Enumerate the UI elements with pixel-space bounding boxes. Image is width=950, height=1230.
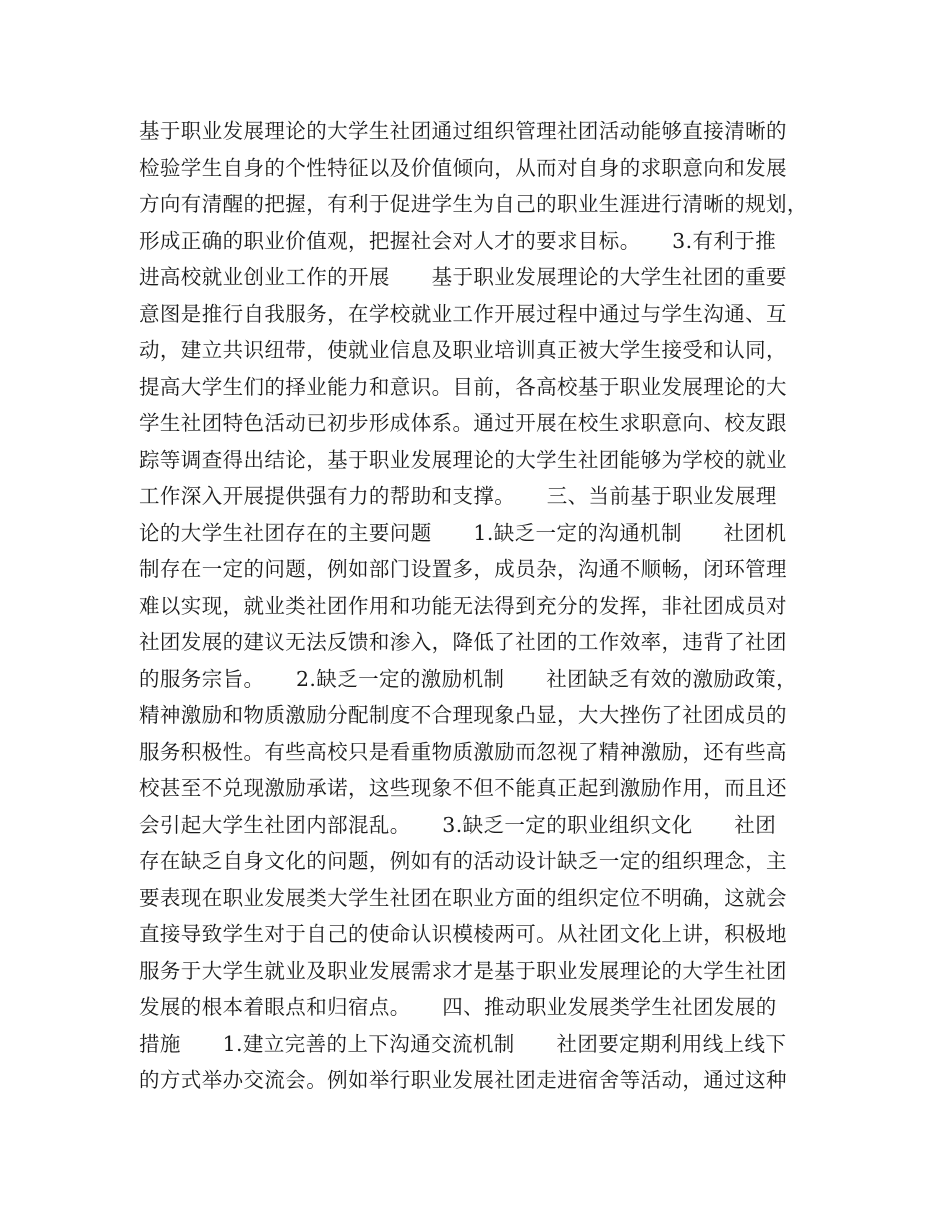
text-line: 会引起大学生社团内部混乱。 3.缺乏一定的职业组织文化 社团 [139,812,777,837]
text-line: 校甚至不兑现激励承诺，这些现象不但不能真正起到激励作用，而且还 [139,776,787,800]
text-line: 进高校就业创业工作的开展 基于职业发展理论的大学生社团的重要 [139,265,787,289]
text-line: 的服务宗旨。 2.缺乏一定的激励机制 社团缺乏有效的激励政策， [139,666,798,691]
text-line: 形成正确的职业价值观，把握社会对人才的要求目标。 3.有利于推 [139,228,777,253]
text-line: 工作深入开展提供强有力的帮助和支撑。 三、当前基于职业发展理 [139,484,777,508]
text-line: 服务积极性。有些高校只是看重物质激励而忽视了精神激励，还有些高 [139,739,787,764]
text-line: 学生社团特色活动已初步形成体系。通过开展在校生求职意向、校友跟 [139,411,787,435]
text-line: 论的大学生社团存在的主要问题 1.缺乏一定的沟通机制 社团机 [139,520,787,545]
text-line: 的方式举办交流会。例如举行职业发展社团走进宿舍等活动，通过这种 [139,1068,787,1092]
text-line: 社团发展的建议无法反馈和渗入，降低了社团的工作效率，违背了社团 [139,630,787,654]
text-line: 精神激励和物质激励分配制度不合理现象凸显，大大挫伤了社团成员的 [139,703,787,727]
text-line: 直接导致学生对于自己的使命认识模棱两可。从社团文化上讲，积极地 [139,922,787,946]
text-line: 服务于大学生就业及职业发展需求才是基于职业发展理论的大学生社团 [139,958,787,983]
text-line: 方向有清醒的把握，有利于促进学生为自己的职业生涯进行清晰的规划， [139,192,808,216]
text-line: 制存在一定的问题，例如部门设置多，成员杂，沟通不顺畅，闭环管理 [139,557,787,581]
text-line: 要表现在职业发展类大学生社团在职业方面的组织定位不明确，这就会 [139,885,787,910]
text-line: 提高大学生们的择业能力和意识。目前，各高校基于职业发展理论的大 [139,374,787,399]
text-line: 发展的根本着眼点和归宿点。 四、推动职业发展类学生社团发展的 [139,995,777,1019]
text-line: 存在缺乏自身文化的问题，例如有的活动设计缺乏一定的组织理念，主 [139,849,787,873]
text-line: 难以实现，就业类社团作用和功能无法得到充分的发挥，非社团成员对 [139,593,787,618]
text-line: 检验学生自身的个性特征以及价值倾向，从而对自身的求职意向和发展 [139,155,787,180]
text-line: 基于职业发展理论的大学生社团通过组织管理社团活动能够直接清晰的 [139,119,787,143]
text-line: 意图是推行自我服务，在学校就业工作开展过程中通过与学生沟通、互 [139,301,787,326]
text-line: 措施 1.建立完善的上下沟通交流机制 社团要定期利用线上线下 [139,1031,787,1056]
body-text [139,113,829,1099]
text-line: 踪等调查得出结论，基于职业发展理论的大学生社团能够为学校的就业 [139,447,787,472]
text-line: 动，建立共识纽带，使就业信息及职业培训真正被大学生接受和认同， [139,338,787,362]
